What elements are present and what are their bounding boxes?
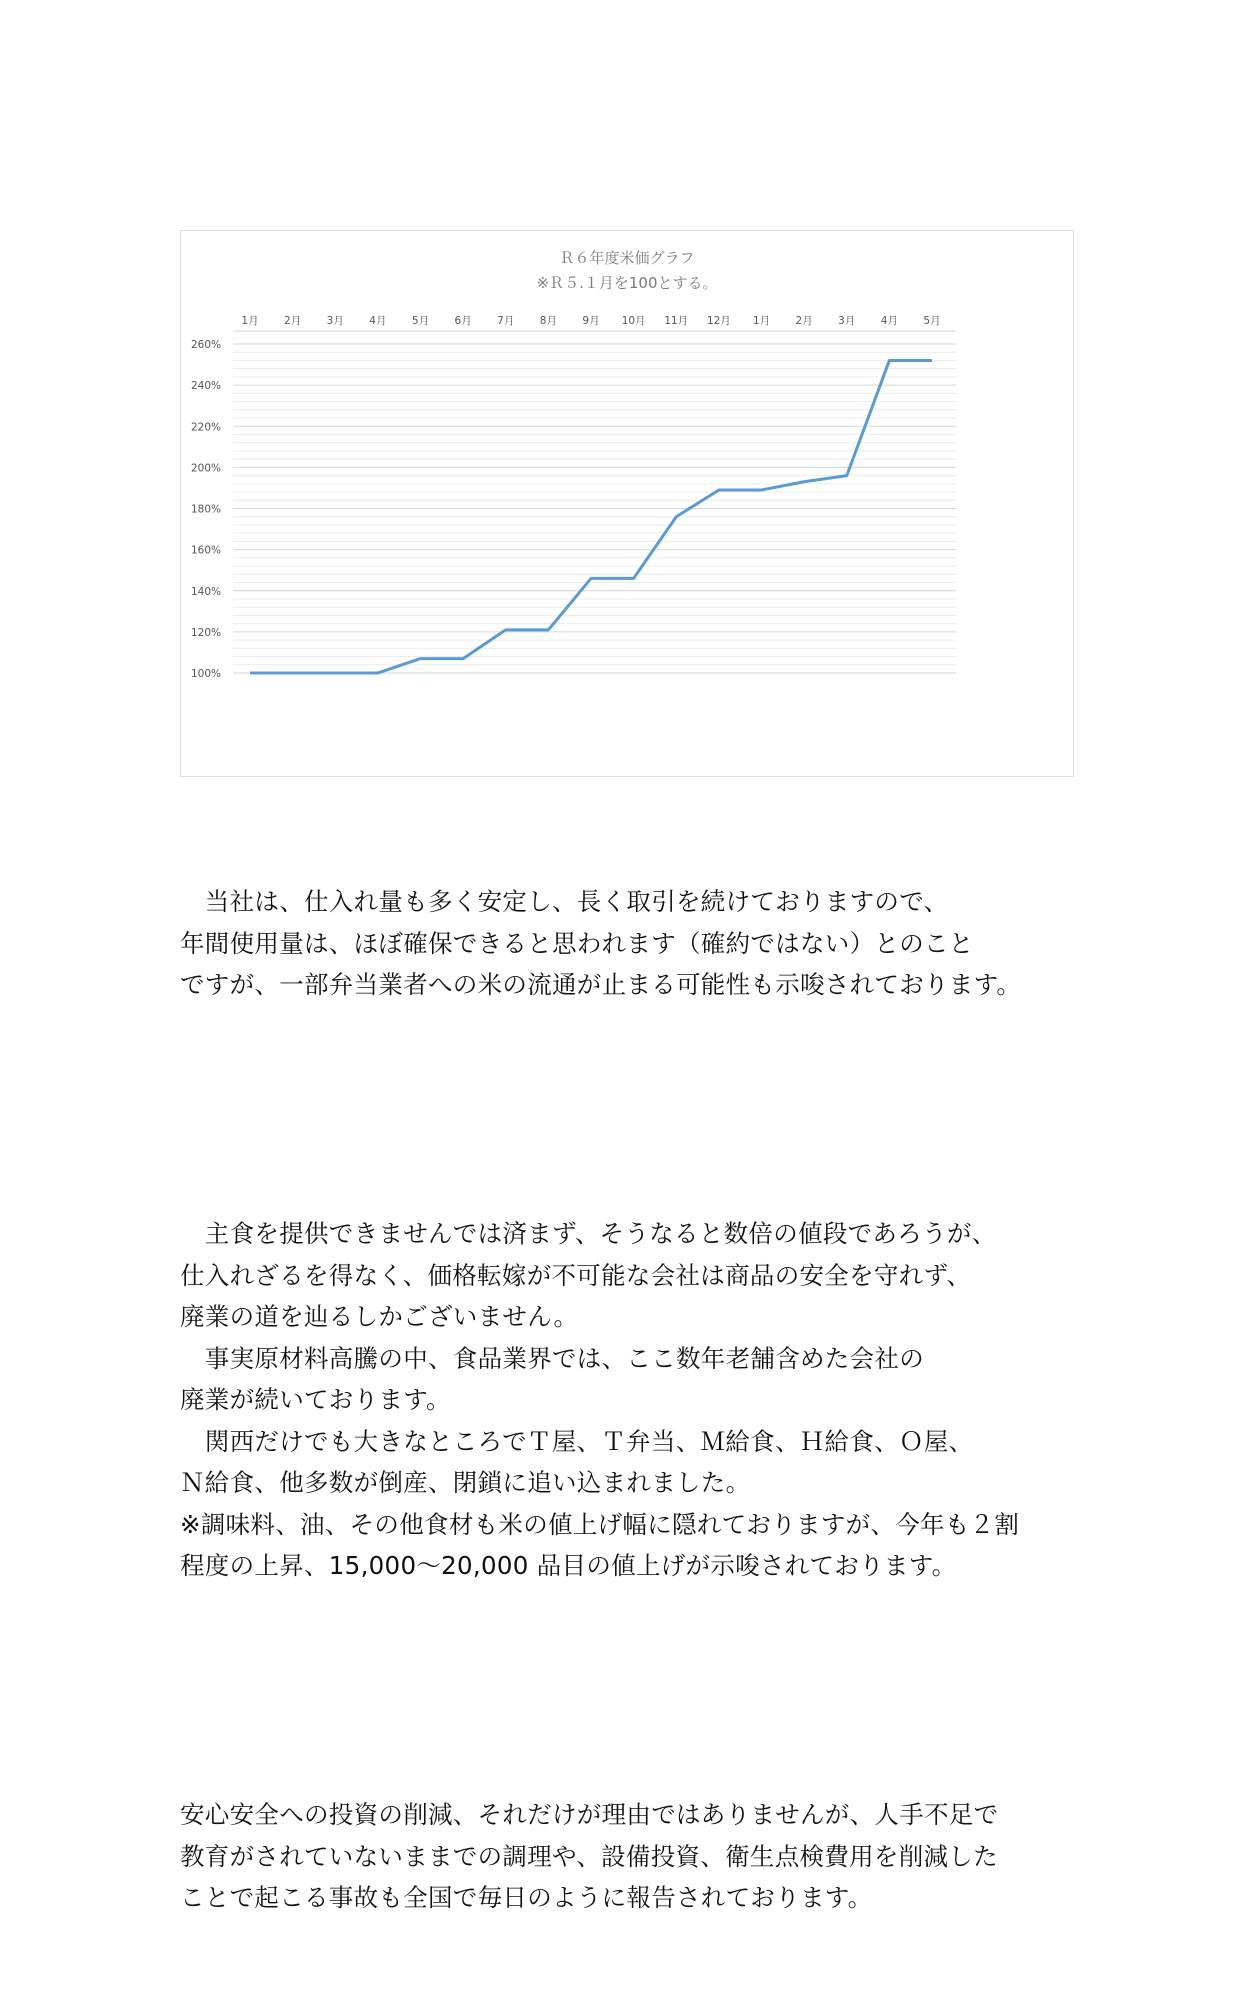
y-tick-label: 200% [191, 462, 222, 475]
x-tick-label: 2月 [284, 315, 302, 327]
x-tick-label: 10月 [621, 315, 646, 327]
x-tick-label: 4月 [880, 315, 898, 327]
x-tick-label: 4月 [369, 315, 387, 327]
chart-subtitle: ※Ｒ５.１月を100とする。 [536, 274, 718, 292]
x-tick-label: 11月 [664, 315, 689, 327]
x-tick-label: 7月 [497, 315, 515, 327]
x-tick-label: 12月 [706, 315, 731, 327]
x-tick-label: 5月 [923, 315, 941, 327]
x-tick-label: 3月 [326, 315, 344, 327]
y-tick-label: 120% [191, 626, 222, 639]
chart-title: Ｒ６年度米価グラフ [559, 249, 695, 267]
y-tick-label: 100% [191, 668, 222, 680]
y-tick-label: 140% [191, 585, 222, 598]
rice-price-chart [180, 230, 1074, 777]
x-tick-label: 1月 [241, 315, 259, 327]
x-tick-label: 3月 [838, 315, 856, 327]
chart-x-axis-labels [241, 315, 940, 327]
chart-gridlines [233, 331, 956, 673]
x-tick-label: 5月 [411, 315, 430, 327]
x-tick-label: 2月 [795, 315, 813, 327]
x-tick-label: 1月 [752, 315, 771, 327]
x-tick-label: 6月 [454, 315, 472, 327]
paragraph-supply: 当社は、仕入れ量も多く安定し、長く取引を続けておりますので、 年間使用量は、ほぼ確保できると思われます（確約ではない）とのこと ですが、一部弁当業者への米の流通が止まる可能性も示唆されております。 [180, 887, 1022, 999]
y-tick-label: 160% [191, 544, 222, 557]
body-text [180, 798, 1080, 2002]
y-tick-label: 180% [191, 503, 222, 516]
chart-svg [181, 231, 1073, 776]
y-tick-label: 240% [191, 380, 222, 393]
y-tick-label: 260% [191, 339, 222, 351]
x-tick-label: 8月 [539, 315, 557, 327]
x-tick-label: 9月 [582, 315, 600, 327]
y-tick-label: 220% [191, 421, 222, 434]
paragraph-safety: 安心安全への投資の削減、それだけが理由ではありませんが、人手不足で 教育がされていないままでの調理や、設備投資、衛生点検費用を削減した ことで起こる事故も全国で毎日のように報告されております。 [180, 1800, 999, 1912]
chart-y-axis-labels [191, 339, 221, 680]
paragraph-industry: 主食を提供できませんでは済まず、そうなると数倍の値段であろうが、 仕入れざるを得なく、価格転嫁が不可能な会社は商品の安全を守れず、 廃業の道を辿るしかございません。 事実原材料高騰の中、食品業界では、ここ数年老舗含めた会社の 廃業が続いております。 関西だけでも大きなところでＴ屋、Ｔ弁当、Ｍ給食、Ｈ給食、Ｏ屋、 Ｎ給食、他多数が倒産、閉鎖に追い込まれました。 ※調味料、油、その他食材も米の値上げ幅に隠れておりますが、今年も２割 程度の上昇、15,000～20,000 品目の値上げが示唆されております。 [180, 1219, 1020, 1580]
